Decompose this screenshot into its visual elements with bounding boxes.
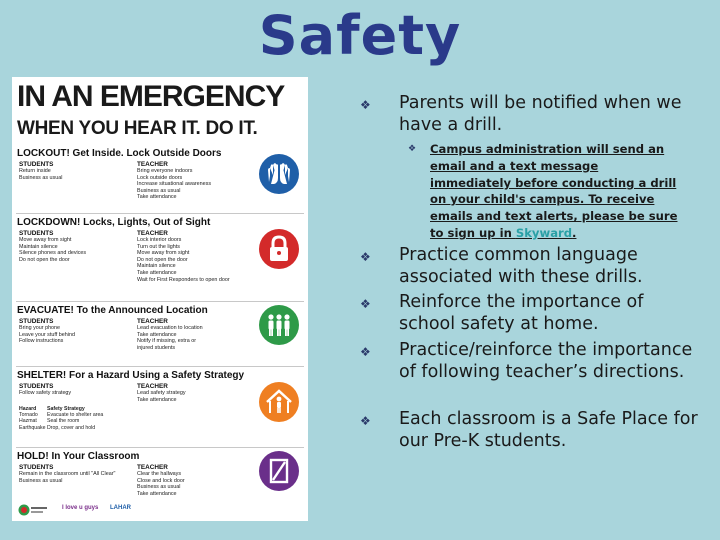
students-column: STUDENTS Remain in the classroom until "All Clear" Business as usual [19,464,116,484]
poster-section-evacuate [17,305,303,365]
shelter-person-icon [259,382,299,422]
diamond-bullet-icon: ❖ [360,98,371,112]
diamond-bullet-icon: ❖ [360,250,371,264]
slide-title: Safety [258,4,462,67]
section-title: EVACUATE! To the Announced Location [17,305,208,316]
poster-section-lockdown [17,217,303,297]
i-love-u-guys-logo: I love u guys [62,505,99,511]
students-column: STUDENTS Bring your phone Leave your stuff behind Follow instructions [19,318,75,345]
teacher-column: TEACHER Lock interior doors Turn out the lights Move away from sight Do not open the door Maintain silence Take attendance Wait for First Responders to open door [137,230,230,283]
poster-section-hold [17,451,303,505]
lahar-logo: LAHAR [110,505,131,511]
students-column: STUDENTS Move away from sight Maintain silence Silence phones and devices Do not open the door [19,230,87,263]
poster-logos [18,505,298,517]
students-column: STUDENTS Follow safety strategy [19,383,72,396]
diamond-bullet-icon: ❖ [360,345,371,359]
section-divider [16,366,304,367]
diamond-bullet-icon: ❖ [360,414,371,428]
section-divider [16,301,304,302]
section-divider [16,213,304,214]
group-people-icon [259,305,299,345]
diamond-bullet-icon: ❖ [408,144,417,154]
section-title: LOCKDOWN! Locks, Lights, Out of Sight [17,217,211,228]
diamond-bullet-icon: ❖ [360,297,371,311]
teacher-column: TEACHER Lead evacuation to location Take attendance Notify if missing, extra or injured students [137,318,203,351]
poster-subheading: WHEN YOU HEAR IT. DO IT. [17,118,258,139]
poster-section-lockout [17,148,303,210]
teacher-column: TEACHER Bring everyone indoors Lock outside doors Increase situational awareness Business as usual Take attendance [137,161,212,201]
section-divider [16,447,304,448]
teacher-column: TEACHER Clear the hallways Close and lock door Business as usual Take attendance [137,464,185,497]
students-column: STUDENTS Return inside Business as usual [19,161,63,181]
hands-raised-icon [259,154,299,194]
teacher-column: TEACHER Lead safety strategy Take attendance [137,383,186,403]
hazard-table: Hazard Safety Strategy Tornado Evacuate to shelter area Hazmat Seal the room EarthquakeDrop, cover and hold [19,406,104,431]
poster-heading: IN AN EMERGENCY [17,80,285,113]
poster-section-shelter [17,370,303,446]
org-logo-icon [18,503,48,519]
padlock-icon [259,229,299,269]
emergency-poster [12,77,308,521]
section-title: HOLD! In Your Classroom [17,451,140,462]
section-title: SHELTER! For a Hazard Using a Safety Strategy [17,370,245,381]
section-title: LOCKOUT! Get Inside. Lock Outside Doors [17,148,222,159]
skyward-link[interactable]: Skyward [515,225,573,240]
door-hold-icon [259,451,299,491]
